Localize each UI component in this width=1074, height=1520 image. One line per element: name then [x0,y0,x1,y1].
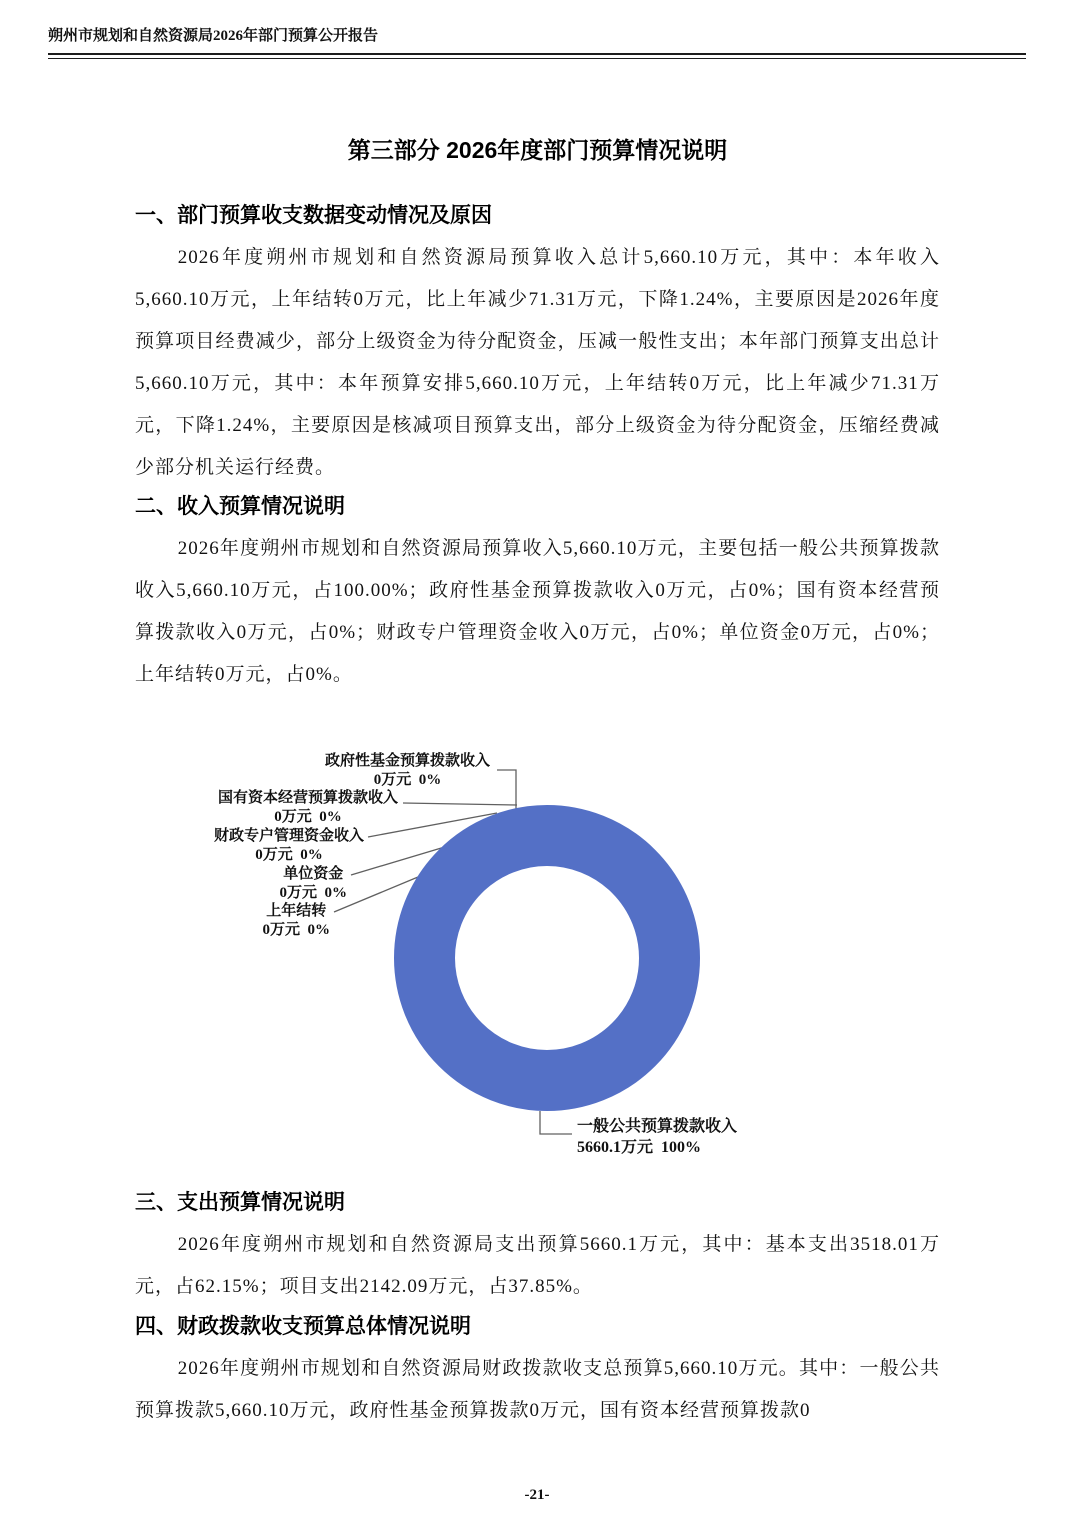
leader-line-general-public [540,1111,572,1134]
callout-value: 0万元 0% [373,772,442,788]
callout-label: 政府性基金预算拨款收入 [324,753,490,769]
leader-line-gov-fund [497,770,516,812]
section-1-heading: 一、部门预算收支数据变动情况及原因 [135,204,492,227]
callout-fiscal-account-income [214,827,364,865]
callout-label: 上年结转 [266,903,327,919]
callout-label: 国有资本经营预算拨款收入 [217,790,398,806]
page-title: 第三部分 2026年度部门预算情况说明 [347,137,728,163]
income-donut-chart [0,740,1074,1160]
section-3-heading: 三、支出预算情况说明 [135,1191,345,1214]
callout-value: 0万元 0% [262,922,330,938]
header-divider [48,53,1026,59]
leader-line-state-capital [403,803,517,805]
callout-label: 单位资金 [283,866,344,882]
callout-general-public-budget [577,1116,737,1158]
callout-carryover [262,902,330,940]
section-1-paragraph: 2026年度朔州市规划和自然资源局预算收入总计5,660.10万元，其中：本年收入5,660.10万元，上年结转0万元，比上年减少71.31万元，下降1.24%，主要原因是2026年度预算项目经费减少，部分上级资金为待分配资金，压减一般性支出；本年部门预算支出总计5,660.10万元，其中：本年预算安排5,660.10万元，上年结转0万元，比上年减少71.31万元，下降1.24%，主要原因是核减项目预算支出，部分上级资金为待分配资金，压缩经费减少部分机关运行经费。 [135,247,940,478]
callout-unit-fund [279,865,347,903]
page-footer [0,1487,1074,1504]
callout-label: 财政专户管理资金收入 [213,828,364,844]
page-number: -21- [524,1487,550,1503]
callout-label: 一般公共预算拨款收入 [577,1118,738,1135]
section-2-paragraph: 2026年度朔州市规划和自然资源局预算收入5,660.10万元，主要包括一般公共预算拨款收入5,660.10万元，占100.00%；政府性基金预算拨款收入0万元，占0%；国有资本经营预算拨款收入0万元，占0%；财政专户管理资金收入0万元，占0%；单位资金0万元，占0%；上年结转0万元，占0%。 [135,538,940,685]
document-header-title: 朔州市规划和自然资源局2026年部门预算公开报告 [48,28,379,44]
section-4-paragraph: 2026年度朔州市规划和自然资源局财政拨款收支总预算5,660.10万元。其中：一般公共预算拨款5,660.10万元，政府性基金预算拨款0万元，国有资本经营预算拨款0 [135,1358,940,1421]
section-2-heading: 二、收入预算情况说明 [135,495,345,518]
donut-ring-general-public-budget [425,836,670,1081]
callout-value: 0万元 0% [279,885,347,901]
document-body [135,135,940,1432]
section-4-heading: 四、财政拨款收支预算总体情况说明 [135,1315,471,1338]
document-header [0,0,1074,59]
callout-value: 0万元 0% [255,847,323,863]
donut-chart-canvas [0,740,1074,1160]
callout-value: 0万元 0% [274,809,342,825]
callout-gov-fund-income [325,752,490,790]
callout-value: 5660.1万元 100% [577,1139,702,1156]
callout-state-capital-income [218,789,398,827]
section-3-paragraph: 2026年度朔州市规划和自然资源局支出预算5660.1万元，其中：基本支出3518.01万元，占62.15%；项目支出2142.09万元，占37.85%。 [135,1234,940,1297]
